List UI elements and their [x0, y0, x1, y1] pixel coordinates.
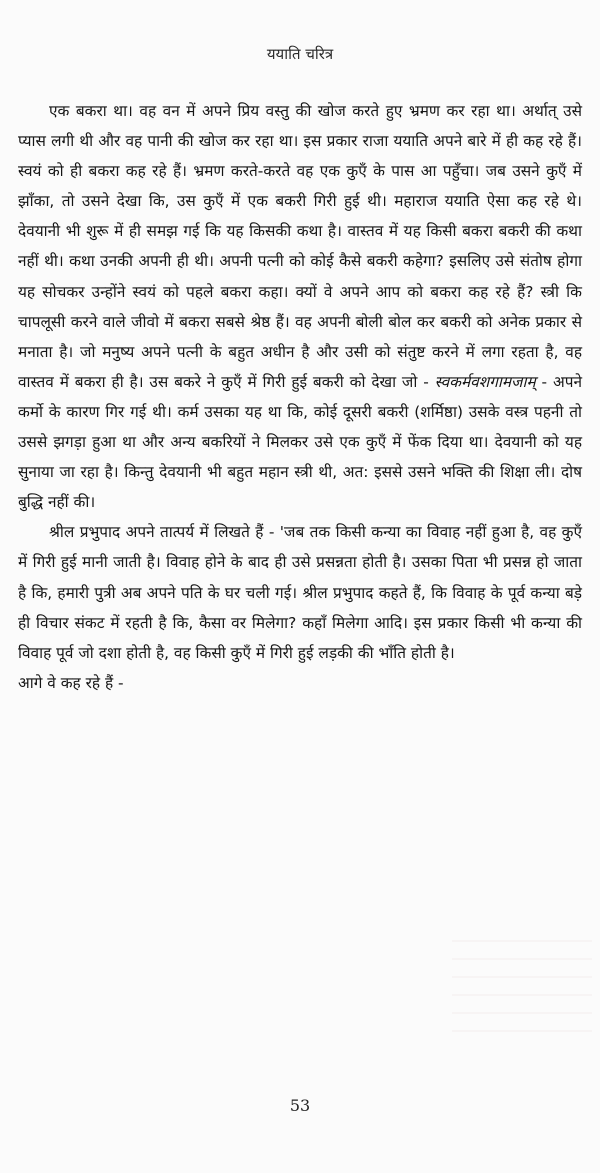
- page-number: 53: [289, 1096, 311, 1115]
- show-through-text-decoration: [452, 940, 592, 1060]
- paragraph-goat-story-part-1: एक बकरा था। वह वन में अपने प्रिय वस्तु की खोज करते हुए भ्रमण कर रहा था। अर्थात् उसे प्यास लगी थी और वह पानी की खोज कर रहा था। इस प्रकार राजा ययाति अपने बारे में ही कह रहे हैं। स्वयं को ही बकरा कह रहे हैं। भ्रमण करते-करते वह एक कुएँ के पास आ पहुँचा। जब उसने कुएँ में झाँका, तो उसने देखा कि, उस कुएँ में एक बकरी गिरी हुई थी। महाराज ययाति ऐसा कह रहे थे। देवयानी भी शुरू में ही समझ गई कि यह किसकी कथा है। वास्तव में यह किसी बकरा बकरी की कथा नहीं थी। कथा उनकी अपनी ही थी। अपनी पत्नी को कोई कैसे बकरी कहेगा? इसलिए उसे संतोष होगा यह सोचकर उन्होंने स्वयं को पहले बकरा कहा। क्यों वे अपने आप को बकरा कह रहे हैं? स्त्री कि चापलूसी करने वाले जीवो में बकरा सबसे श्रेष्ठ हैं। वह अपनी बोली बोल कर बकरी को अनेक प्रकार से मनाता है। जो मनुष्य अपने पत्नी के बहुत अधीन है और उसी को संतुष्ट करने में लगा रहता है, वह वास्तव में बकरा ही है। उस बकरे ने कुएँ में गिरी हुई बकरी को देखा जो -: [18, 102, 582, 391]
- sanskrit-phrase: स्वकर्मवशगामजाम्: [434, 372, 536, 391]
- running-header-title: ययाति चरित्र: [266, 45, 334, 63]
- paragraph-goat-story: [18, 96, 582, 517]
- paragraph-goat-story-part-2: - अपने कर्मो के कारण गिर गई थी। कर्म उसका यह था कि, कोई दूसरी बकरी (शर्मिष्ठा) उसके वस्त्र पहनी तो उससे झगड़ा हुआ था और अन्य बकरियों ने मिलकर उसे एक कुएँ में फेंक दिया था। देवयानी को यह सुनाया जा रहा है। किन्तु देवयानी भी बहुत महान स्त्री थी, अत: इससे उसने भक्ति की शिक्षा ली। दोष बुद्धि नहीं की।: [18, 372, 582, 512]
- body-text: [18, 96, 582, 698]
- paragraph-prabhupada-purport: श्रील प्रभुपाद अपने तात्पर्य में लिखते हैं - 'जब तक किसी कन्या का विवाह नहीं हुआ है, वह कुएँ में गिरी हुई मानी जाती है। विवाह होने के बाद ही उसे प्रसन्नता होती है। उसका पिता भी प्रसन्न हो जाता है कि, हमारी पुत्री अब अपने पति के घर चली गई। श्रील प्रभुपाद कहते हैं, कि विवाह के पूर्व कन्या बड़े ही विचार संकट में रहती है कि, कैसा वर मिलेगा? कहाँ मिलेगा आदि। इस प्रकार किसी भी कन्या की विवाह पूर्व जो दशा होती है, वह किसी कुएँ में गिरी हुई लड़की की भाँति होती है।: [18, 523, 582, 662]
- closing-line: आगे वे कह रहे हैं -: [18, 673, 124, 692]
